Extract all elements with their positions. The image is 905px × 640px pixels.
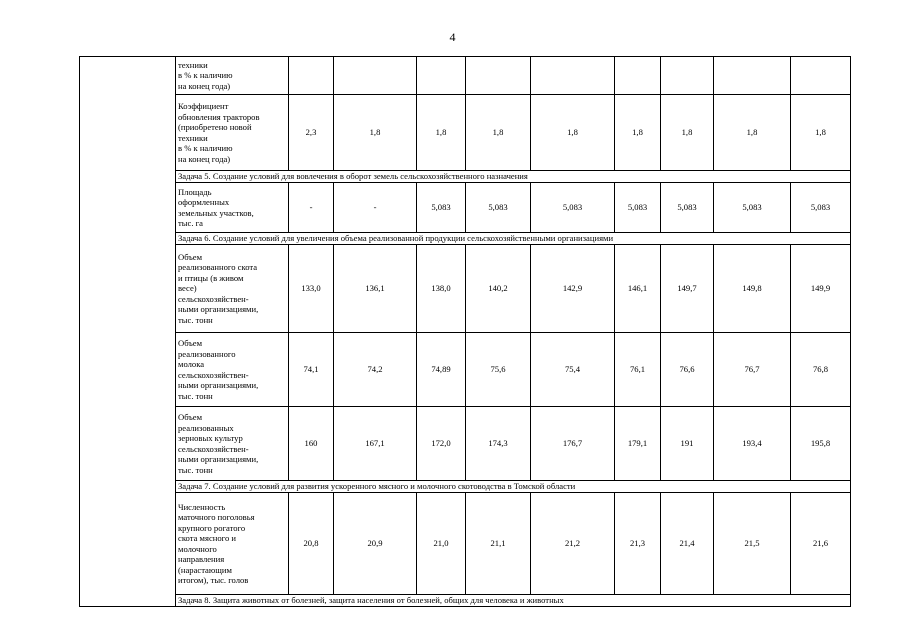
task-heading: Задача 5. Создание условий для вовлечения в оборот земель сельскохозяйственного назначения (176, 171, 851, 183)
indicator-value: 21,5 (714, 493, 791, 595)
indicator-value (531, 57, 615, 95)
indicator-value: 1,8 (466, 95, 531, 171)
indicator-value: 76,7 (714, 333, 791, 407)
indicator-value (714, 57, 791, 95)
indicator-value: 191 (661, 407, 714, 481)
indicator-value: 5,083 (714, 183, 791, 233)
task-row (80, 171, 851, 183)
indicator-value: - (334, 183, 417, 233)
indicator-value: - (289, 183, 334, 233)
indicator-row (80, 333, 851, 407)
indicator-value: 1,8 (615, 95, 661, 171)
indicator-value: 160 (289, 407, 334, 481)
indicator-name: Численность маточного поголовья крупного рогатого скота мясного и молочного направления (нарастающим итогом), тыс. голов (176, 493, 289, 595)
indicator-value: 5,083 (531, 183, 615, 233)
indicator-value: 1,8 (334, 95, 417, 171)
task-row (80, 595, 851, 607)
indicator-value: 5,083 (661, 183, 714, 233)
indicator-value: 20,9 (334, 493, 417, 595)
indicator-value (791, 57, 851, 95)
indicator-value: 179,1 (615, 407, 661, 481)
indicator-value: 21,2 (531, 493, 615, 595)
indicator-value (334, 57, 417, 95)
task-heading: Задача 6. Создание условий для увеличения объема реализованной продукции сельскохозяйственными организациями (176, 233, 851, 245)
indicator-value: 21,0 (417, 493, 466, 595)
indicator-value: 193,4 (714, 407, 791, 481)
indicator-value: 1,8 (791, 95, 851, 171)
indicator-value (417, 57, 466, 95)
indicator-value: 142,9 (531, 245, 615, 333)
indicator-value: 176,7 (531, 407, 615, 481)
indicator-row (80, 407, 851, 481)
indicator-value: 74,1 (289, 333, 334, 407)
indicator-value (289, 57, 334, 95)
indicator-value: 1,8 (417, 95, 466, 171)
left-empty-column (80, 57, 176, 607)
indicator-value: 195,8 (791, 407, 851, 481)
indicator-value: 20,8 (289, 493, 334, 595)
indicator-value: 149,8 (714, 245, 791, 333)
indicator-value: 75,4 (531, 333, 615, 407)
indicator-value: 75,6 (466, 333, 531, 407)
task-heading: Задача 8. Защита животных от болезней, защита населения от болезней, общих для человека и животных (176, 595, 851, 607)
indicator-value: 140,2 (466, 245, 531, 333)
indicator-value: 1,8 (531, 95, 615, 171)
indicators-table (79, 56, 851, 607)
indicator-name: Площадь оформленных земельных участков, тыс. га (176, 183, 289, 233)
page-number: 4 (449, 30, 456, 44)
indicator-value: 146,1 (615, 245, 661, 333)
indicator-name: Объем реализованных зерновых культур сельскохозяйствен- ными организациями, тыс. тонн (176, 407, 289, 481)
indicator-value: 1,8 (661, 95, 714, 171)
indicator-name: техники в % к наличию на конец года) (176, 57, 289, 95)
indicator-value: 5,083 (791, 183, 851, 233)
indicator-value: 133,0 (289, 245, 334, 333)
indicator-value: 136,1 (334, 245, 417, 333)
task-row (80, 481, 851, 493)
task-heading: Задача 7. Создание условий для развития ускоренного мясного и молочного скотоводства в Томской области (176, 481, 851, 493)
indicator-value: 76,8 (791, 333, 851, 407)
indicator-value: 1,8 (714, 95, 791, 171)
indicator-value: 5,083 (417, 183, 466, 233)
task-row (80, 233, 851, 245)
indicator-row (80, 95, 851, 171)
indicator-value: 172,0 (417, 407, 466, 481)
indicator-value (615, 57, 661, 95)
indicator-value: 21,1 (466, 493, 531, 595)
indicator-value: 76,1 (615, 333, 661, 407)
indicator-value: 174,3 (466, 407, 531, 481)
indicator-value: 21,3 (615, 493, 661, 595)
indicator-name: Объем реализованного скота и птицы (в живом весе) сельскохозяйствен- ными организациями, тыс. тонн (176, 245, 289, 333)
indicator-value: 167,1 (334, 407, 417, 481)
indicator-name: Объем реализованного молока сельскохозяйствен- ными организациями, тыс. тонн (176, 333, 289, 407)
indicator-value: 21,4 (661, 493, 714, 595)
indicator-name: Коэффициент обновления тракторов (приобретено новой техники в % к наличию на конец года) (176, 95, 289, 171)
indicator-value: 21,6 (791, 493, 851, 595)
indicator-row (80, 57, 851, 95)
indicator-value (661, 57, 714, 95)
indicator-row (80, 183, 851, 233)
table-body (80, 57, 851, 607)
indicator-value (466, 57, 531, 95)
indicator-row (80, 245, 851, 333)
indicator-row (80, 493, 851, 595)
indicator-value: 5,083 (466, 183, 531, 233)
indicator-value: 74,2 (334, 333, 417, 407)
indicator-value: 138,0 (417, 245, 466, 333)
indicator-value: 149,7 (661, 245, 714, 333)
indicator-value: 74,89 (417, 333, 466, 407)
indicator-value: 149,9 (791, 245, 851, 333)
indicator-value: 76,6 (661, 333, 714, 407)
indicator-value: 2,3 (289, 95, 334, 171)
indicator-value: 5,083 (615, 183, 661, 233)
